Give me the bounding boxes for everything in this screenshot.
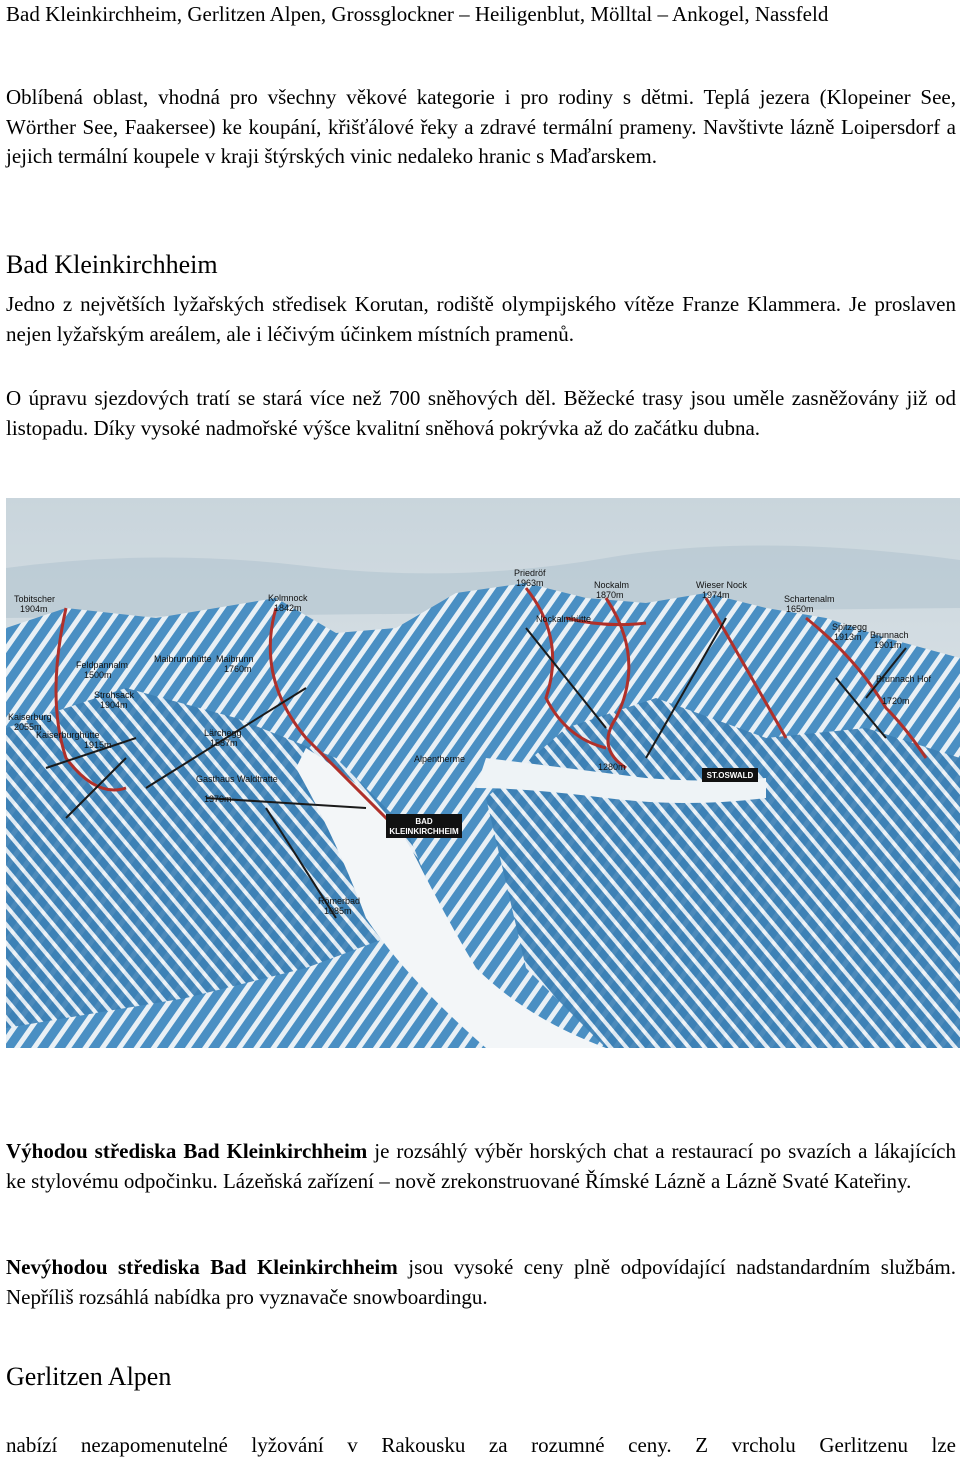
map-label-alt: 1650m [786,604,814,614]
right-slopes [486,698,960,1048]
disadvantages-text: jsou vysoké ceny plně odpovídající nadstandardním službám. Nepříliš rozsáhlá nabídka pro vyznavače snowboardingu. [6,1255,957,1309]
map-label-name: Maibrunnhütte [154,654,212,664]
map-label-alt: 1913m [834,632,862,642]
map-label-alt: 1842m [274,603,302,613]
ski-area-map [6,498,960,1048]
map-label-alt: 2055m [14,722,42,732]
map-label-name: Schartenalm [784,594,835,604]
map-label-name: Nockalm [594,580,630,590]
map-label-alt: 1587m [210,738,238,748]
advantages-text: je rozsáhlý výběr horských chat a restaurací po svazích a lákajících ke stylovému odpočinku. Lázeňská zařízení – nově zrekonstruované Římské Lázně a Lázně Svaté Kateřiny. [6,1139,956,1193]
advantages-paragraph [6,1137,956,1196]
map-label-alt: 1904m [20,604,48,614]
map-label-name: Kaiserburghütte [36,730,100,740]
advantages-label: Výhodou střediska Bad Kleinkirchheim [6,1139,368,1163]
gerlitzen-paragraph: nabízí nezapomenutelné lyžování v Rakousku za rozumné ceny. Z vrcholu Gerlitzenu lze [6,1433,956,1457]
map-label-name: Alpentherme [414,754,466,764]
map-label-alt: 1915m [84,740,112,750]
map-label-alt: 1963m [516,578,544,588]
town-label-line-2: KLEINKIRCHHEIM [389,827,459,836]
map-label-name: Lärchegg [204,728,242,738]
map-label-name: Maibrunn [216,654,254,664]
document-header: Bad Kleinkirchheim, Gerlitzen Alpen, Grossglockner – Heiligenblut, Mölltal – Ankogel, Nassfeld [6,2,829,26]
map-label-alt: 1904m [100,700,128,710]
map-label-name: Feldpannalm [76,660,129,670]
map-label-name: Tobitscher [14,594,56,604]
map-label-name: Gasthaus Waldtratte [196,774,278,784]
map-label-name: Kaiserburg [8,712,52,722]
map-label-alt: 1974m [702,590,730,600]
town-bad-kleinkirchheim [386,814,462,838]
map-label-name: Spitzegg [832,622,868,632]
map-label-alt: 1085m [324,906,352,916]
bad-kleinkirchheim-paragraph-1: Jedno z největších lyžařských středisek Korutan, rodiště olympijského vítěze Franze Klammera. Je proslaven nejen lyžařským areálem, ale i léčivým účinkem místních pramenů. [6,292,956,346]
map-label-name: Kolmnock [268,593,308,603]
town-label-st-oswald: ST.OSWALD [706,771,754,780]
map-label-alt: 1370m [204,794,232,804]
map-label-name: Nockalmhütte [536,614,592,624]
map-label-alt: 1901m [874,640,902,650]
intro-paragraph: Oblíbená oblast, vhodná pro všechny věkové kategorie i pro rodiny s dětmi. Teplá jezera (Klopeiner See, Wörther See, Faakersee) ke koupání, křišťálové řeky a zdravé termální prameny. Navštivte lázně Loipersdorf a jejich termální koupele v kraji štýrských vinic nedaleko hranic s Maďarskem. [6,85,956,168]
disadvantages-paragraph [6,1253,956,1312]
bad-kleinkirchheim-heading: Bad Kleinkirchheim [6,250,218,279]
gerlitzen-heading: Gerlitzen Alpen [6,1362,172,1391]
map-label-alt: 1760m [224,664,252,674]
town-st-oswald [702,768,758,782]
map-label-name: Brunnach Hof [876,674,932,684]
map-label-name: Strohsack [94,690,135,700]
town-label-line-1: BAD [415,817,433,826]
disadvantages-label: Nevýhodou střediska Bad Kleinkirchheim [6,1255,398,1279]
map-label-name: Priedröf [514,568,546,578]
map-label-alt: 1720m [882,696,910,706]
map-label-alt: 1500m [84,670,112,680]
bad-kleinkirchheim-paragraph-2: O úpravu sjezdových tratí se stará více než 700 sněhových děl. Běžecké trasy jsou uměle zasněžovány již od listopadu. Díky vysoké nadmořské výšce kvalitní sněhová pokrývka až do začátku dubna. [6,386,956,440]
map-label-name: Römerbad [318,896,361,906]
map-label-alt: 1870m [596,590,624,600]
map-label-name: Brunnach [870,630,909,640]
map-label-name: Wieser Nock [696,580,748,590]
map-label-alt: 1280m [598,762,626,772]
